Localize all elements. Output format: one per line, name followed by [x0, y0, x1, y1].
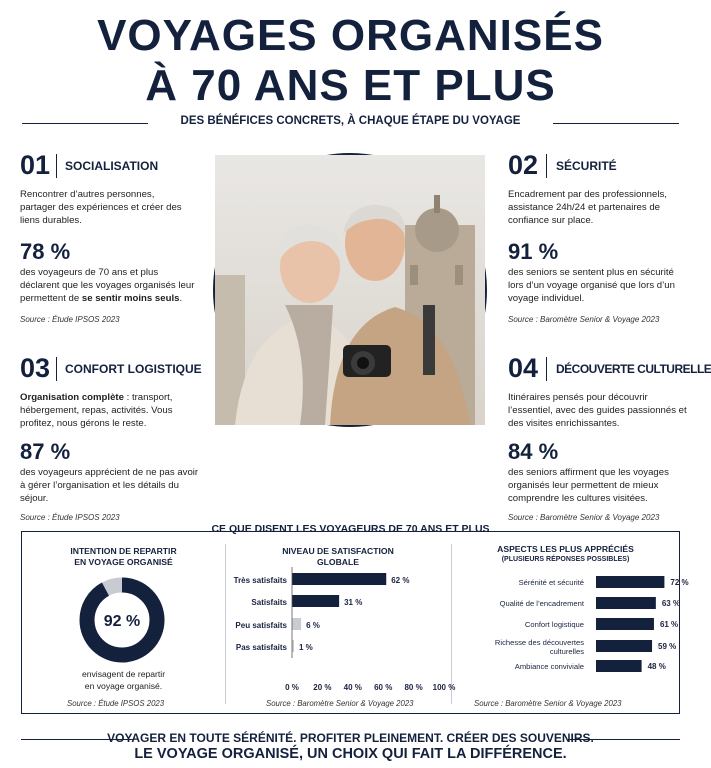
section-source: Source : Étude IPSOS 2023	[20, 513, 120, 522]
bar	[596, 640, 652, 652]
section-percentage: 91 %	[508, 239, 559, 264]
satisfaction-bar-chart	[225, 572, 456, 697]
bar	[596, 597, 656, 609]
section-number: 03	[20, 353, 51, 383]
section-source: Source : Baromètre Senior & Voyage 2023	[508, 315, 660, 324]
subtitle-row	[22, 115, 679, 131]
bar-category-label: Richesse des découvertes	[494, 638, 584, 647]
donut-caption: envisagent de repartir en voyage organisé.	[81, 669, 166, 691]
donut-value-label: 92 %	[103, 613, 141, 630]
x-tick-label: 0 %	[285, 683, 299, 692]
highlight-text: se sentir moins seuls	[81, 293, 180, 304]
bar-value-label: 72 %	[670, 578, 689, 587]
bar-category-label: Sérénité et sécurité	[518, 578, 584, 587]
bottom-panel-title: CE QUE DISENT LES VOYAGEURS DE 70 ANS ET PLUS	[205, 523, 495, 535]
section-source: Source : Étude IPSOS 2023	[20, 315, 120, 324]
bar-category-label: Pas satisfaits	[235, 643, 287, 652]
bar	[292, 618, 301, 630]
senior-couple-photo	[213, 153, 487, 427]
bar-category-label: Peu satisfaits	[235, 621, 287, 630]
bar-value-label: 6 %	[306, 621, 320, 630]
bar-category-label: culturelles	[549, 647, 584, 656]
section-description: Rencontrer d’autres personnes, partager des expériences et créer des liens durables.	[20, 189, 182, 226]
x-tick-label: 60 %	[374, 683, 393, 692]
highlight-text: Organisation complète	[20, 392, 124, 403]
section-percentage-description: des voyageurs apprécient de ne pas avoir à gérer l’organisation et les détails du séjour.	[20, 467, 199, 504]
x-tick-label: 20 %	[313, 683, 332, 692]
section-heading: DÉCOUVERTE CULTURELLE	[556, 362, 711, 376]
bar	[596, 618, 654, 630]
donut-source: Source : Étude IPSOS 2023	[67, 699, 165, 708]
bar-value-label: 59 %	[658, 642, 677, 651]
section-number: 01	[20, 150, 51, 180]
subtitle: DES BÉNÉFICES CONCRETS, À CHAQUE ÉTAPE DU VOYAGE	[173, 115, 529, 127]
section-heading: CONFORT LOGISTIQUE	[65, 362, 202, 376]
footer-line2: LE VOYAGE ORGANISÉ, UN CHOIX QUI FAIT LA DIFFÉRENCE.	[134, 746, 567, 762]
bar-category-label: Satisfaits	[251, 598, 287, 607]
section-divider	[546, 154, 547, 178]
section-percentage-description: des voyageurs de 70 ans et plus déclarent que les voyages organisés leur permettent de se sentir moins seuls.	[20, 267, 195, 304]
bar	[292, 573, 386, 585]
section-percentage-description: des seniors affirment que les voyages organisés leur permettent de mieux comprendre les cultures visitées.	[508, 467, 669, 504]
bar-value-label: 31 %	[344, 598, 363, 607]
bar	[596, 576, 664, 588]
section-source: Source : Baromètre Senior & Voyage 2023	[508, 513, 660, 522]
bar	[292, 595, 339, 607]
section-percentage: 78 %	[20, 239, 71, 264]
aspects-subtitle: (PLUSIEURS RÉPONSES POSSIBLES)	[501, 556, 630, 563]
bar-category-label: Confort logistique	[524, 620, 584, 629]
satisfaction-title: NIVEAU DE SATISFACTION GLOBALE	[282, 546, 394, 567]
bar-category-label: Ambiance conviviale	[514, 662, 584, 671]
x-tick-label: 100 %	[432, 683, 456, 692]
section-number: 02	[508, 150, 539, 180]
stats-panel	[21, 531, 689, 714]
bar-category-label: Très satisfaits	[233, 576, 287, 585]
satisfaction-source: Source : Baromètre Senior & Voyage 2023	[266, 699, 414, 708]
bar-value-label: 61 %	[659, 620, 679, 629]
section-number: 04	[508, 353, 539, 383]
section-heading: SOCIALISATION	[65, 159, 159, 173]
bar-value-label: 63 %	[661, 599, 681, 608]
bar-value-label: 48 %	[647, 662, 666, 671]
section-description: Itinéraires pensés pour découvrir l’essentiel, avec des guides passionnés et des visites enrichissantes.	[508, 392, 687, 429]
aspects-title: ASPECTS LES PLUS APPRÉCIÉS (PLUSIEURS RÉPONSES POSSIBLES)	[451, 544, 680, 564]
section-divider	[56, 154, 57, 178]
x-tick-label: 80 %	[404, 683, 423, 692]
main-title-line1: VOYAGES ORGANISÉS	[97, 11, 604, 60]
section-description: Encadrement par des professionnels, assistance 24h/24 et partenaires de confiance sur place.	[508, 189, 667, 226]
section-percentage-description: des seniors se sentent plus en sécurité lors d’un voyage organisé que lors d’un voyage individuel.	[508, 267, 675, 304]
aspects-source: Source : Baromètre Senior & Voyage 2023	[474, 699, 622, 708]
section-divider	[56, 357, 57, 381]
senior-couple-illustration	[215, 155, 485, 425]
section-percentage: 87 %	[20, 439, 71, 464]
section-divider	[546, 357, 547, 381]
bar-value-label: 62 %	[391, 576, 410, 585]
aspects-bar-chart	[451, 572, 689, 692]
main-title-line2: À 70 ANS ET PLUS	[145, 61, 556, 110]
footer-line1: VOYAGER EN TOUTE SÉRÉNITÉ. PROFITER PLEINEMENT. CRÉER DES SOUVENIRS.	[107, 731, 594, 745]
bar	[596, 660, 642, 672]
donut-chart	[67, 572, 177, 682]
section-description: Organisation complète : transport, hébergement, repas, activités. Vous profitez, nous gérons le reste.	[20, 392, 173, 429]
section-percentage: 84 %	[508, 439, 559, 464]
donut-title: INTENTION DE REPARTIR EN VOYAGE ORGANISÉ	[70, 546, 177, 567]
bar-category-label: Qualité de l’encadrement	[499, 599, 584, 608]
section-heading: SÉCURITÉ	[556, 159, 617, 173]
x-tick-label: 40 %	[343, 683, 362, 692]
bar-value-label: 1 %	[299, 643, 313, 652]
